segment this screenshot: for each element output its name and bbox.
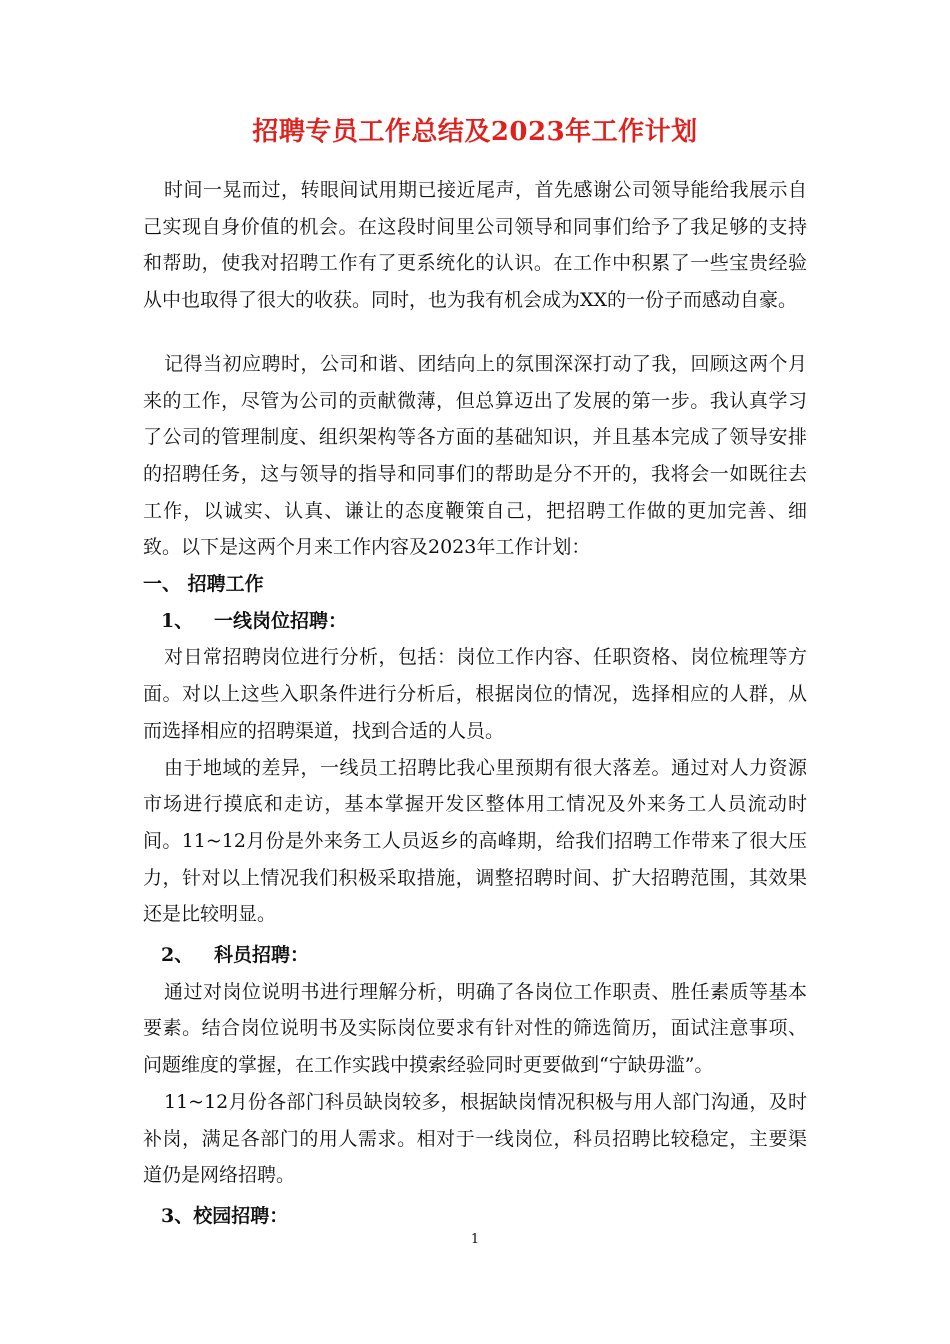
staff-paragraph-1: 通过对岗位说明书进行理解分析，明确了各岗位工作职责、胜任素质等基本要素。结合岗位说明书及实际岗位要求有针对性的筛选简历，面试注意事项、问题维度的掌握，在工作实践中摸索经验同时更要做到“宁缺毋滥”。 <box>143 980 807 1077</box>
subheading-frontline <box>143 603 807 640</box>
recall-paragraph: 记得当初应聘时，公司和谐、团结向上的氛围深深打动了我，回顾这两个月来的工作，尽管为公司的贡献微薄，但总算迈出了发展的第一步。我认真学习了公司的管理制度、组织架构等各方面的基础知识，并且基本完成了领导安排的招聘任务，这与领导的指导和同事们的帮助是分不开的，我将会一如既往去工作，以诚实、认真、谦让的态度鞭策自己，把招聘工作做的更加完善、细致。以下是这两个月来工作内容及2023年工作计划： <box>143 352 807 559</box>
section-number: 一、 <box>143 573 182 596</box>
document-title: 招聘专员工作总结及2023年工作计划 <box>252 117 698 147</box>
subheading-number: 1、 <box>161 609 194 632</box>
section-title: 招聘工作 <box>187 573 264 596</box>
subheading-staff <box>143 937 807 974</box>
subheading-number: 2、 <box>161 944 194 967</box>
staff-paragraph-2: 11~12月份各部门科员缺岗较多，根据缺岗情况积极与用人部门沟通，及时补岗，满足各部门的用人需求。相对于一线岗位，科员招聘比较稳定，主要渠道仍是网络招聘。 <box>143 1090 807 1187</box>
document-body <box>143 172 807 1235</box>
subheading-title: 科员招聘： <box>214 944 310 967</box>
subheading-title: 一线岗位招聘： <box>214 609 348 632</box>
intro-paragraph: 时间一晃而过，转眼间试用期已接近尾声，首先感谢公司领导能给我展示自己实现自身价值的机会。在这段时间里公司领导和同事们给予了我足够的支持和帮助，使我对招聘工作有了更系统化的认识。在工作中积累了一些宝贵经验从中也取得了很大的收获。同时，也为我有机会成为XX的一份子而感动自豪。 <box>143 179 807 312</box>
section-heading-recruitment <box>143 566 807 603</box>
page-number: 1 <box>470 1232 480 1247</box>
frontline-paragraph-2: 由于地域的差异，一线员工招聘比我心里预期有很大落差。通过对人力资源市场进行摸底和走访，基本掌握开发区整体用工情况及外来务工人员流动时间。11~12月份是外来务工人员返乡的高峰期，给我们招聘工作带来了很大压力，针对以上情况我们积极采取措施，调整招聘时间、扩大招聘范围，其效果还是比较明显。 <box>143 756 807 926</box>
frontline-paragraph-1: 对日常招聘岗位进行分析，包括：岗位工作内容、任职资格、岗位梳理等方面。对以上这些入职条件进行分析后，根据岗位的情况，选择相应的人群，从而选择相应的招聘渠道，找到合适的人员。 <box>143 646 807 742</box>
subheading-campus: 3、校园招聘： <box>161 1204 289 1227</box>
